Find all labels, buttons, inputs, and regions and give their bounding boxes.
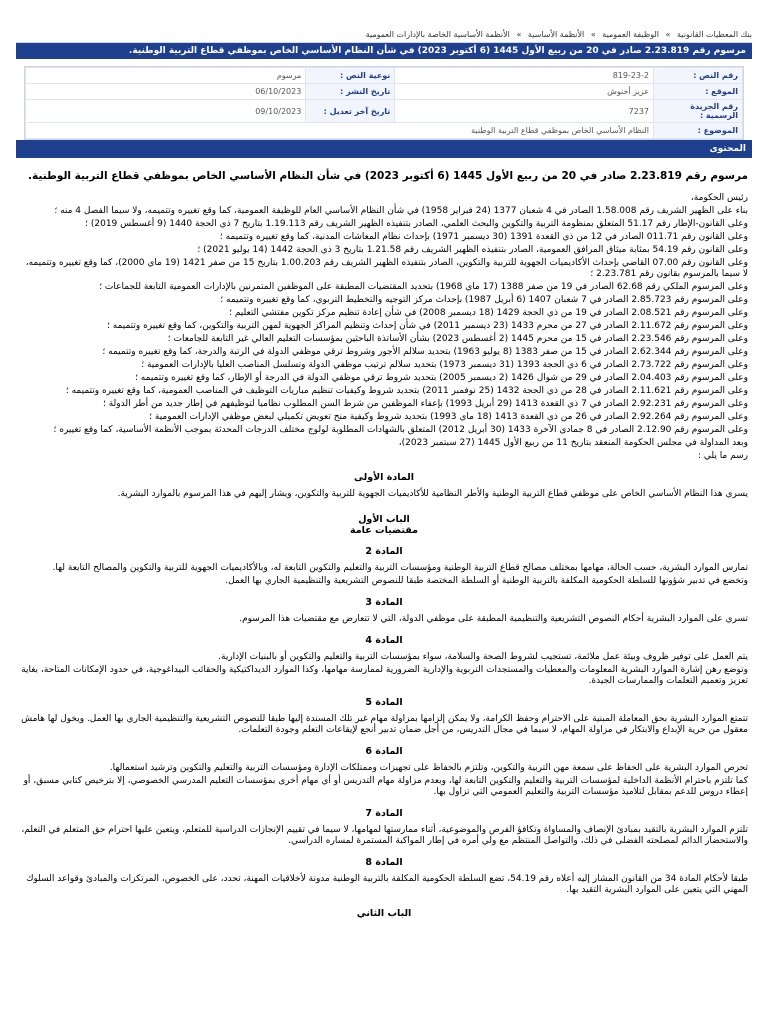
article-paragraph: طبقا لأحكام المادة 34 من القانون المشار إليه أعلاه رقم 54.19، تضع السلطة الحكومية المكلفة بالتربية الوطنية مدونة لأخلاقيات المهنة، تحدد، على الخصوص، المرتكزات والمبادئ وقواعد السلوك المهني التي يتعين على الموارد البشرية التقيد بها. (26, 874, 748, 895)
breadcrumb-separator: » (590, 30, 596, 39)
article-paragraph: تتمتع الموارد البشرية بحق المعاملة المبنية على الاحترام وحفظ الكرامة، ولا يمكن إلزامها بمزاولة مهام غير تلك المسندة إليها طبقا للنصوص التشريعية والتنظيمية الجاري بها العمل. ويخول لها هامش معقول من حرية الإبداع والابتكار في مزاولة المهام، لا سيما في مجال التدريس، من أجل ضمان تدبير أنجع لإيقاعات التعلم وجودة التعلمات. (21, 714, 748, 735)
metadata-table (25, 67, 743, 139)
preamble-paragraph: وعلى المرسوم رقم 2.85.723 الصادر في 7 شعبان 1407 (6 أبريل 1987) بإحداث مركز التوجيه والتخطيط التربوي، كما وقع تغييره وتتميمه ؛ (220, 295, 748, 305)
preamble-paragraph: بناء على الظهير الشريف رقم 1.58.008 الصادر في 4 شعبان 1377 (24 فبراير 1958) في شأن النظام الأساسي العام للوظيفة العمومية، كما وقع تغييره وتتميمه، ولا سيما الفصل 4 منه ؛ (54, 206, 748, 216)
preamble-paragraph: وعلى المرسوم رقم 2.11.621 الصادر في 28 من ذي الحجة 1432 (25 نوفمبر 2011) بتحديد شروط وكيفيات تنظيم مباريات التوظيف في المناصب العمومية، كما وقع تغييره وتتميمه ؛ (65, 386, 748, 396)
preamble (20, 193, 748, 462)
metadata-row (26, 84, 743, 100)
article-paragraph: تحرص الموارد البشرية على الحفاظ على سمعة مهن التربية والتكوين، وتلتزم بالحفاظ على تجهيزات وممتلكات الإدارة ومؤسسات التربية والتعليم والتكوين وترشيد استعمالها. (109, 763, 748, 773)
breadcrumb-link[interactable]: الأنظمة الأساسية الخاصة بالإدارات العمومية (365, 30, 510, 39)
preamble-paragraph: وعلى المرسوم الملكي رقم 62.68 الصادر في 19 من صفر 1388 (17 ماي 1968) بتحديد المقتضيات المطبقة على الموظفين المتمرنين بالإدارات العمومية التابعة للجماعات ؛ (99, 282, 748, 292)
article-paragraph: وتخضع في تدبير شؤونها للسلطة الحكومية المكلفة بالتربية الوطنية أو السلطة المختصة طبقا للنصوص التشريعية والتنظيمية الجاري بها العمل. (225, 576, 748, 586)
text-type-label: نوعية النص : (306, 68, 395, 84)
breadcrumb-link[interactable]: بنك المعطيات القانونية (677, 30, 752, 39)
text-type-value: مرسوم (26, 68, 306, 84)
document-content (20, 166, 748, 1024)
content-section-header: المحتوى (16, 140, 752, 158)
preamble-paragraph: وعلى المرسوم رقم 2.62.344 الصادر في 15 من صفر 1383 (8 يوليو 1963) بتحديد سلالم الأجور وشروط ترقي موظفي الدولة في الرتبة والدرجة، كما وقع تغييره وتتميمه ؛ (102, 347, 748, 357)
last-modified-value: 09/10/2023 (26, 100, 306, 123)
article-paragraph: تسري على الموارد البشرية أحكام النصوص التشريعية والتنظيمية المطبقة على موظفي الدولة، التي لا تتعارض مع مقتضيات هذا المرسوم. (239, 614, 748, 624)
preamble-paragraph: وعلى المرسوم رقم 2.12.90 الصادر في 8 جمادى الآخرة 1433 (30 أبريل 2012) المتعلق بالشهادات المطلوبة لولوج مختلف الدرجات المحدثة بموجب الأنظمة الأساسية، كما وقع تغييره ؛ (53, 425, 748, 435)
preamble-paragraph: وعلى القانون رقم 011.71 الصادر في 12 من ذي القعدة 1391 (30 ديسمبر 1971) بإحداث نظام المعاشات المدنية، كما وقع تغييره وتتميمه ؛ (219, 232, 748, 242)
preamble-paragraph: وعلى القانون رقم 07.00 القاضي بإحداث الأكاديميات الجهوية للتربية والتكوين، الصادر بتنفيذه الظهير الشريف رقم 1.00.203 بتاريخ 15 من صفر 1421 (19 ماي 2000)، كما وقع تغييره وتتميمه، لا سيما بالمرسوم بقانون رقم 2.23.781 ؛ (25, 258, 748, 279)
part-subtitle: مقتضيات عامة (350, 525, 418, 536)
part-title: الباب الثاني (356, 908, 412, 919)
breadcrumb-separator: » (516, 30, 522, 39)
document-heading: مرسوم رقم 2.23.819 صادر في 20 من ربيع الأول 1445 (6 أكتوبر 2023) في شأن النظام الأساسي الخاص بموظفي قطاع التربية الوطنية. (28, 170, 748, 182)
breadcrumb-separator: » (665, 30, 671, 39)
preamble-paragraph: رئيس الحكومة، (690, 193, 748, 203)
metadata-row (26, 123, 743, 139)
article-text: يسري هذا النظام الأساسي الخاص على موظفي قطاع التربية الوطنية والأطر النظامية للأكاديميات الجهوية للتربية والتكوين، ويشار إليهم في هذا المرسوم بالموارد البشرية. (117, 489, 748, 499)
subject-value[interactable]: النظام الأساسي الخاص بموظفي قطاع التربية الوطنية (26, 123, 654, 139)
article-title: المادة 2 (365, 546, 403, 557)
preamble-paragraph: وعلى المرسوم رقم 2.08.521 الصادر في 19 من ذي الحجة 1429 (18 ديسمبر 2008) في شأن إعادة تنظيم مركز تكوين مفتشي التعليم ؛ (229, 308, 748, 318)
article-title: المادة 4 (365, 635, 403, 646)
preamble-paragraph: وعلى المرسوم رقم 2.04.403 الصادر في 29 من شوال 1426 (2 ديسمبر 2005) بتحديد شروط ترقي موظفي الدولة في الدرجة أو الإطار، كما وقع تغييره وتتميمه ؛ (135, 373, 748, 383)
gazette-number-label: رقم الجريدة الرسمية : (654, 100, 743, 123)
signatory-label: الموقع : (654, 84, 743, 100)
subject-label: الموضوع : (654, 123, 743, 139)
metadata-panel (24, 66, 744, 140)
article-title: المادة 5 (365, 697, 403, 708)
article-paragraph: تمارس الموارد البشرية، حسب الحالة، مهامها بمختلف مصالح قطاع التربية الوطنية ومؤسسات التربية والتعليم والتكوين التابعة له، وبالأكاديميات الجهوية للتربية والتكوين والمصالح التابعة لها. (52, 563, 748, 573)
gazette-number-value: 7237 (395, 100, 654, 123)
preamble-paragraph: وعلى القانون-الإطار رقم 51.17 المتعلق بمنظومة التربية والتكوين والبحث العلمي، الصادر بتنفيذه الظهير الشريف رقم 1.19.113 بتاريخ 7 ذي الحجة 1440 (9 أغسطس 2019) ؛ (85, 219, 748, 229)
page-title: مرسوم رقم 2.23.819 صادر في 20 من ربيع الأول 1445 (6 أكتوبر 2023) في شأن النظام الأساسي الخاص بموظفي قطاع التربية الوطنية. (16, 42, 752, 59)
article-title: المادة 7 (365, 808, 403, 819)
article-paragraph: وتوضع رهن إشارة الموارد البشرية المعلومات والمعطيات والمستجدات التربوية والإدارية الضرورية لممارسة مهامها، وكذا الموارد الديداكتيكية والحقائب البيداغوجية، في حدود الإمكانات المتاحة، بغاية تعزيز وتعميم التعلمات والممارسات الجيدة. (21, 665, 748, 686)
last-modified-label: تاريخ آخر تعديل : (306, 100, 395, 123)
preamble-paragraph: وعلى القانون رقم 54.19 بمثابة ميثاق المرافق العمومية، الصادر بتنفيذه الظهير الشريف رقم 1.21.58 بتاريخ 3 ذي الحجة 1442 (14 يوليو 2021) ؛ (197, 245, 748, 255)
publish-date-label: تاريخ النشر : (306, 84, 395, 100)
metadata-row (26, 100, 743, 123)
preamble-paragraph: وبعد المداولة في مجلس الحكومة المنعقد بتاريخ 11 من ربيع الأول 1445 (27 سبتمبر 2023)، (398, 438, 748, 448)
part-title: الباب الأول (358, 514, 410, 525)
article-title: المادة الأولى (354, 472, 414, 483)
breadcrumb (16, 28, 752, 42)
article-title: المادة 3 (365, 597, 403, 608)
preamble-paragraph: وعلى المرسوم رقم 2.23.546 الصادر في 15 من محرم 1445 (2 أغسطس 2023) بشأن الأساتذة الباحثين بمؤسسات التعليم العالي غير التابعة للجامعات ؛ (167, 334, 748, 344)
preamble-paragraph: وعلى المرسوم رقم 2.92.264 الصادر في 26 من ذي القعدة 1413 (18 ماي 1993) بتحديد شروط وكيفية منح تعويض تكميلي لبعض موظفي الإدارات العمومية ؛ (149, 412, 748, 422)
metadata-row (26, 68, 743, 84)
preamble-paragraph: وعلى المرسوم رقم 2.92.231 الصادر في 7 ذي القعدة 1413 (29 أبريل 1993) بإعفاء الموظفين من شرط السن المطلوب نظاميا لتوظيفهم في إطار جديد من أطر الدولة ؛ (102, 399, 748, 409)
article-paragraph: يتم العمل على توفير ظروف وبيئة عمل ملائمة، تستجيب لشروط الصحة والسلامة، سواء بمؤسسات التربية والتعليم والتكوين أو بالبنيات الإدارية. (218, 652, 748, 662)
text-number-label: رقم النص : (654, 68, 743, 84)
preamble-paragraph: وعلى المرسوم رقم 2.73.722 الصادر في 6 ذي الحجة 1393 (31 ديسمبر 1973) بتحديد سلالم ترتيب موظفي الدولة وتسلسل المناصب العليا بالإدارات العمومية ؛ (141, 360, 748, 370)
signatory-value: عزيز أخنوش (395, 84, 654, 100)
breadcrumb-link[interactable]: الأنظمة الأساسية (527, 30, 585, 39)
breadcrumb-link[interactable]: الوظيفة العمومية (602, 30, 659, 39)
preamble-paragraph: وعلى المرسوم رقم 2.11.672 الصادر في 27 من محرم 1433 (23 ديسمبر 2011) في شأن إحداث وتنظيم المراكز الجهوية لمهن التربية والتكوين، كما وقع تغييره وتتميمه ؛ (106, 321, 748, 331)
article-title: المادة 8 (365, 857, 403, 868)
article-paragraph: كما تلتزم باحترام الأنظمة الداخلية لمؤسسات التربية والتعليم والتكوين التابعة لها، وبعدم مزاولة مهام التدريس أو أي مهام أخرى بمؤسسات التعليم المدرسي الخصوصي، إلا بترخيص كتابي مسبق، أو إعطاء دروس للدعم بمقابل لتلاميذ مؤسسات التربية والتعليم العمومي التي تزاول بها. (23, 776, 748, 797)
publish-date-value: 06/10/2023 (26, 84, 306, 100)
article-paragraph: تلتزم الموارد البشرية بالتقيد بمبادئ الإنصاف والمساواة وتكافؤ الفرص والموضوعية، أثناء ممارستها لمهامها، لا سيما في تقييم الإنجازات الدراسية للمتعلم، ويتعين عليها احترام حق المتعلم في التعلم، والاستحضار الدائم لمصلحته الفضلى في ذلك، والتواصل المنتظم مع ولي أمره في إطار المواكبة المستمرة لمساره الدراسي. (21, 825, 748, 846)
text-number-value: 819-23-2 (395, 68, 654, 84)
articles (20, 546, 748, 896)
article-title: المادة 6 (365, 746, 403, 757)
preamble-paragraph: رسم ما يلي : (697, 451, 748, 461)
